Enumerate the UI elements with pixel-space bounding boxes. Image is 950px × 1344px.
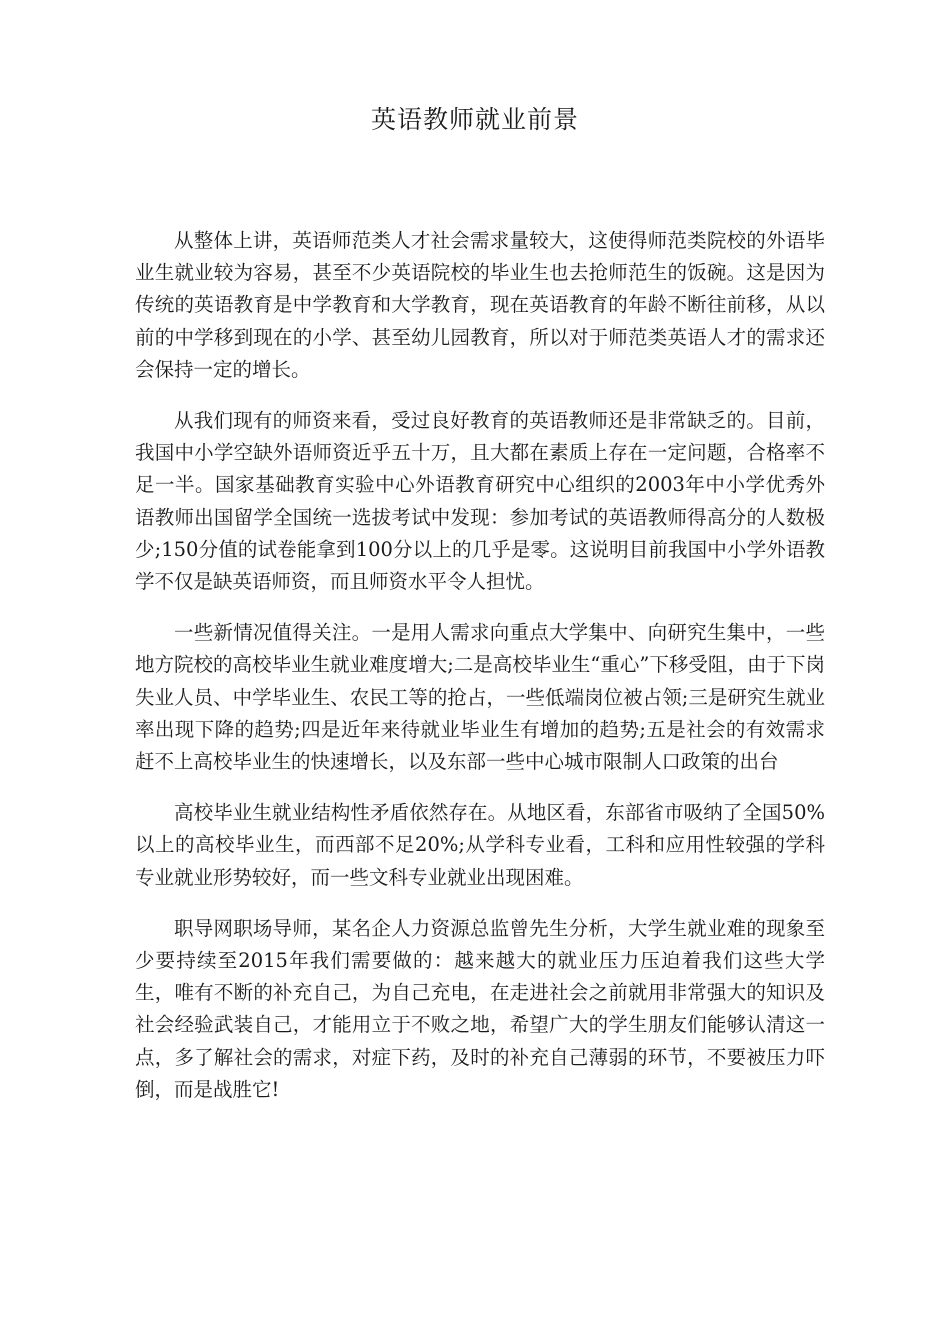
paragraph-5: 职导网职场导师，某名企人力资源总监曾先生分析，大学生就业难的现象至少要持续至2015年我们需要做的：越来越大的就业压力压迫着我们这些大学生，唯有不断的补充自己，为自己充电，在走进社会之前就用非常强大的知识及社会经验武装自己，才能用立于不败之地，希望广大的学生朋友们能够认清这一点，多了解社会的需求，对症下药，及时的补充自己薄弱的环节，不要被压力吓倒，而是战胜它! <box>135 916 825 1101</box>
paragraph-2: 从我们现有的师资来看，受过良好教育的英语教师还是非常缺乏的。目前，我国中小学空缺外语师资近乎五十万，且大都在素质上存在一定问题，合格率不足一半。国家基础教育实验中心外语教育研究中心组织的2003年中小学优秀外语教师出国留学全国统一选拔考试中发现：参加考试的英语教师得高分的人数极少;150分值的试卷能拿到100分以上的几乎是零。这说明目前我国中小学外语教学不仅是缺英语师资，而且师资水平令人担忧。 <box>135 409 825 594</box>
paragraph-1: 从整体上讲，英语师范类人才社会需求量较大，这使得师范类院校的外语毕业生就业较为容易，甚至不少英语院校的毕业生也去抢师范生的饭碗。这是因为传统的英语教育是中学教育和大学教育，现在英语教育的年龄不断往前移，从以前的中学移到现在的小学、甚至幼儿园教育，所以对于师范类英语人才的需求还会保持一定的增长。 <box>135 229 825 381</box>
document-body <box>135 225 825 1125</box>
paragraph-4: 高校毕业生就业结构性矛盾依然存在。从地区看，东部省市吸纳了全国50%以上的高校毕业生，而西部不足20%;从学科专业看，工科和应用性较强的学科专业就业形势较好，而一些文科专业就业出现困难。 <box>135 801 825 889</box>
paragraph-3: 一些新情况值得关注。一是用人需求向重点大学集中、向研究生集中，一些地方院校的高校毕业生就业难度增大;二是高校毕业生“重心”下移受阻，由于下岗失业人员、中学毕业生、农民工等的抢占，一些低端岗位被占领;三是研究生就业率出现下降的趋势;四是近年来待就业毕业生有增加的趋势;五是社会的有效需求赶不上高校毕业生的快速增长，以及东部一些中心城市限制人口政策的出台 <box>135 621 825 774</box>
document-title: 英语教师就业前景 <box>370 105 579 134</box>
